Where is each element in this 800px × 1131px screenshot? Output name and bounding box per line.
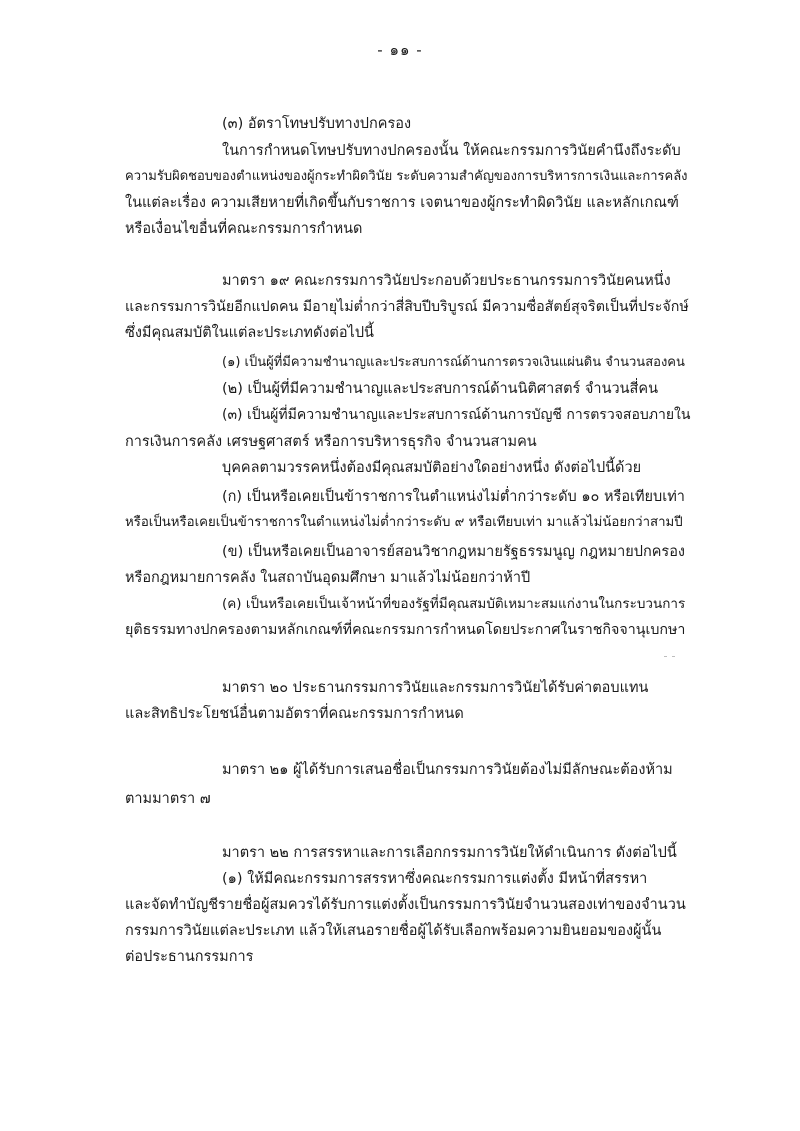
s22-line-1: มาตรา ๒๒ การสรรหาและการเลือกกรรมการวินัยให้ดำเนินการ ดังต่อไปนี้ xyxy=(222,845,677,861)
s19-item-3-cont: การเงินการคลัง เศรษฐศาสตร์ หรือการบริหารธุรกิจ จำนวนสามคน xyxy=(125,434,537,450)
s22-item-1-cont-3: ต่อประธานกรรมการ xyxy=(125,949,254,965)
page-number: - ๑๑ - xyxy=(377,41,423,59)
penalty-heading: (๓) อัตราโทษปรับทางปกครอง xyxy=(222,116,412,132)
s19-line-3: ซึ่งมีคุณสมบัติในแต่ละประเภทดังต่อไปนี้ xyxy=(125,325,374,341)
s19-item-kho2: (ค) เป็นหรือเคยเป็นเจ้าหน้าที่ของรัฐที่มีคุณสมบัติเหมาะสมแก่งานในกระบวนการ xyxy=(222,596,686,612)
penalty-line-2: ความรับผิดชอบของตำแหน่งของผู้กระทำผิดวินัย ระดับความสำคัญของการบริหารการเงินและการคลัง xyxy=(125,169,688,184)
s21-line-1: มาตรา ๒๑ ผู้ได้รับการเสนอชื่อเป็นกรรมการวินัยต้องไม่มีลักษณะต้องห้าม xyxy=(222,762,673,778)
s19-item-ka-cont: หรือเป็นหรือเคยเป็นข้าราชการในตำแหน่งไม่ต่ำกว่าระดับ ๙ หรือเทียบเท่า มาแล้วไม่น้อยกว่าสามปี xyxy=(125,515,683,530)
penalty-line-1: ในการกำหนดโทษปรับทางปกครองนั้น ให้คณะกรรมการวินัยคำนึงถึงระดับ xyxy=(222,143,681,159)
penalty-line-3: ในแต่ละเรื่อง ความเสียหายที่เกิดขึ้นกับราชการ เจตนาของผู้กระทำผิดวินัย และหลักเกณฑ์ xyxy=(125,195,679,211)
s19-line-1: มาตรา ๑๙ คณะกรรมการวินัยประกอบด้วยประธานกรรมการวินัยคนหนึ่ง xyxy=(222,273,671,289)
s19-item-kho: (ข) เป็นหรือเคยเป็นอาจารย์สอนวิชากฎหมายรัฐธรรมนูญ กฎหมายปกครอง xyxy=(222,544,686,560)
s19-item-2: (๒) เป็นผู้ที่มีความชำนาญและประสบการณ์ด้านนิติศาสตร์ จำนวนสี่คน xyxy=(222,381,658,397)
s20-line-2: และสิทธิประโยชน์อื่นตามอัตราที่คณะกรรมการกำหนด xyxy=(125,706,464,722)
s19-item-kho-cont: หรือกฎหมายการคลัง ในสถาบันอุดมศึกษา มาแล้วไม่น้อยกว่าห้าปี xyxy=(125,570,531,586)
s19-line-2: และกรรมการวินัยอีกแปดคน มีอายุไม่ต่ำกว่าสี่สิบปีบริบูรณ์ มีความซื่อสัตย์สุจริตเป็นที่ประจักษ์ xyxy=(125,299,689,315)
s22-item-1-cont-1: และจัดทำบัญชีรายชื่อผู้สมควรได้รับการแต่งตั้งเป็นกรรมการวินัยจำนวนสองเท่าของจำนวน xyxy=(125,897,686,913)
s19-para-2: บุคคลตามวรรคหนึ่งต้องมีคุณสมบัติอย่างใดอย่างหนึ่ง ดังต่อไปนี้ด้วย xyxy=(222,460,642,476)
s19-item-1: (๑) เป็นผู้ที่มีความชำนาญและประสบการณ์ด้านการตรวจเงินแผ่นดิน จำนวนสองคน xyxy=(222,355,685,370)
s21-line-2: ตามมาตรา ๗ xyxy=(125,791,211,807)
s20-line-1: มาตรา ๒๐ ประธานกรรมการวินัยและกรรมการวินัยได้รับค่าตอบแทน xyxy=(222,680,649,696)
scan-speck xyxy=(672,656,675,657)
scan-speck xyxy=(664,656,667,657)
penalty-line-4: หรือเงื่อนไขอื่นที่คณะกรรมการกำหนด xyxy=(125,221,363,237)
s19-item-3: (๓) เป็นผู้ที่มีความชำนาญและประสบการณ์ด้านการบัญชี การตรวจสอบภายใน xyxy=(222,407,691,423)
s19-item-ka: (ก) เป็นหรือเคยเป็นข้าราชการในตำแหน่งไม่ต่ำกว่าระดับ ๑๐ หรือเทียบเท่า xyxy=(222,489,685,505)
s22-item-1-cont-2: กรรมการวินัยแต่ละประเภท แล้วให้เสนอรายชื่อผู้ได้รับเลือกพร้อมความยินยอมของผู้นั้น xyxy=(125,923,662,939)
s22-item-1: (๑) ให้มีคณะกรรมการสรรหาซึ่งคณะกรรมการแต่งตั้ง มีหน้าที่สรรหา xyxy=(222,871,648,887)
s19-item-kho2-cont: ยุติธรรมทางปกครองตามหลักเกณฑ์ที่คณะกรรมการกำหนดโดยประกาศในราชกิจจานุเบกษา xyxy=(125,622,686,638)
